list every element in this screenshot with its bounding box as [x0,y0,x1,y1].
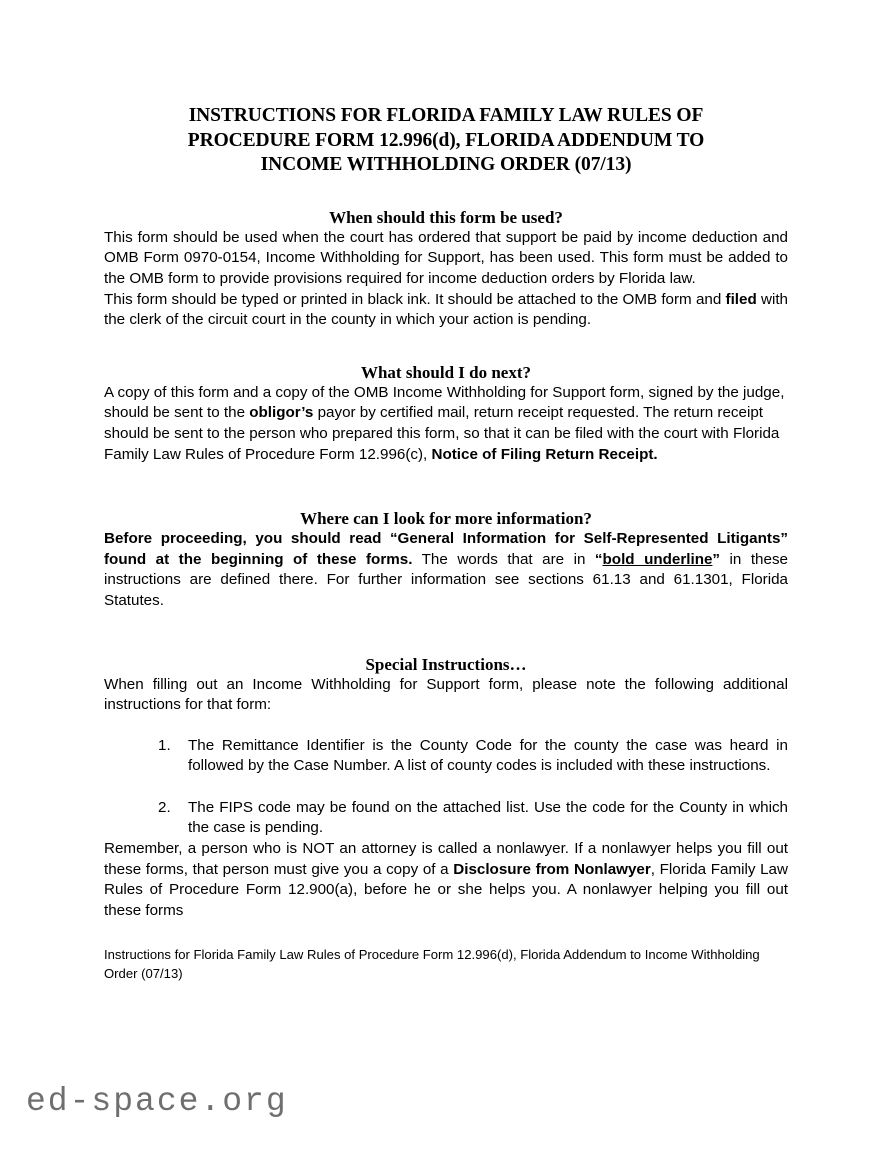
heading-when-should-form-be-used: When should this form be used? [329,207,563,227]
document-content [104,0,788,983]
list-item [104,798,788,839]
paragraph-do-next-bold-notice: Notice of Filing Return Receipt. [431,445,658,463]
document-title-line-2: PROCEDURE FORM 12.996(d), FLORIDA ADDENDUM TO [187,129,705,151]
list-item-number: 2. [158,798,171,816]
list-item-text: The Remittance Identifier is the County Code for the county the case was heard in followed by the Case Number. A list of county codes is included with these instructions. [188,736,788,775]
paragraph-more-info-bold-underline-term: bold underline [602,550,713,568]
heading-where-more-information: Where can I look for more information? [300,509,592,529]
paragraph-more-info-quote-open: “ [594,550,603,568]
paragraph-do-next-1 [104,383,788,465]
document-title-line-3: INCOME WITHHOLDING ORDER (07/13) [260,154,632,176]
heading-special-instructions: Special Instructions… [365,654,527,674]
special-instructions-list [104,736,788,839]
document-title-line-1: INSTRUCTIONS FOR FLORIDA FAMILY LAW RULES OF [188,105,704,126]
paragraph-more-info-quote-close: ” [712,550,721,568]
paragraph-more-info-1 [104,529,788,611]
paragraph-when-used-1-text: This form should be used when the court has ordered that support be paid by income deduction and OMB Form 0970-0154, Income Withholding for Support, has been used. This form must be added to the OMB form to provide provisions required for income deduction orders by Florida law. [104,228,788,287]
list-item-number: 1. [158,736,171,754]
paragraph-when-used-2-text-b: with the clerk of the circuit court in the county in which your action is pending. [104,290,788,329]
watermark: ed-space.org [26,1083,288,1120]
paragraph-more-info-bold-before-proceeding: Before proceeding, you should read “General Information for Self-Represented Litigants” found at the beginning of these forms. [104,530,788,568]
list-item-text: The FIPS code may be found on the attached list. Use the code for the County in which the case is pending. [188,798,788,837]
paragraph-when-used-2-text-a: This form should be typed or printed in black ink. It should be attached to the OMB form and [104,290,726,308]
paragraph-special-instructions-intro [104,675,788,716]
paragraph-when-used-1 [104,228,788,290]
page-footer-note: Instructions for Florida Family Law Rules of Procedure Form 12.996(d), Florida Addendum to Income Withholding Order (07/13) [104,947,760,981]
heading-what-should-i-do-next: What should I do next? [360,362,532,382]
paragraph-do-next-bold-obligors: obligor’s [249,404,314,422]
paragraph-when-used-2 [104,290,788,331]
paragraph-remember-text-a: Remember, a person who is NOT an attorney is called a nonlawyer. If a nonlawyer helps you fill out these forms, that person must give you a copy of a [104,840,788,878]
paragraph-remember-bold-disclosure: Disclosure from Nonlawyer [453,860,651,878]
paragraph-do-next-text-b: payor by certified mail, return receipt requested. The return receipt should be sent to the person who prepared this form, so that it can be filed with the court with Florida Family Law Rules of Procedure Form 12.996(c), [104,404,780,463]
paragraph-remember-text-b: , Florida Family Law Rules of Procedure Form 12.900(a), before he or she helps you. A nonlawyer helping you fill out these forms [104,860,788,919]
paragraph-remember-nonlawyer [104,839,788,921]
list-item [104,736,788,777]
paragraph-when-used-2-bold-filed: filed [725,290,757,308]
paragraph-more-info-text-a: The words that are in [412,550,595,568]
paragraph-special-instructions-intro-text: When filling out an Income Withholding for Support form, please note the following additional instructions for that form: [104,675,788,714]
paragraph-do-next-text-a: A copy of this form and a copy of the OMB Income Withholding for Support form, signed by the judge, should be sent to the [104,383,785,422]
document-title [104,0,788,178]
paragraph-more-info-text-b: in these instructions are defined there. For further information see sections 61.13 and 61.1301, Florida Statutes. [104,550,788,609]
